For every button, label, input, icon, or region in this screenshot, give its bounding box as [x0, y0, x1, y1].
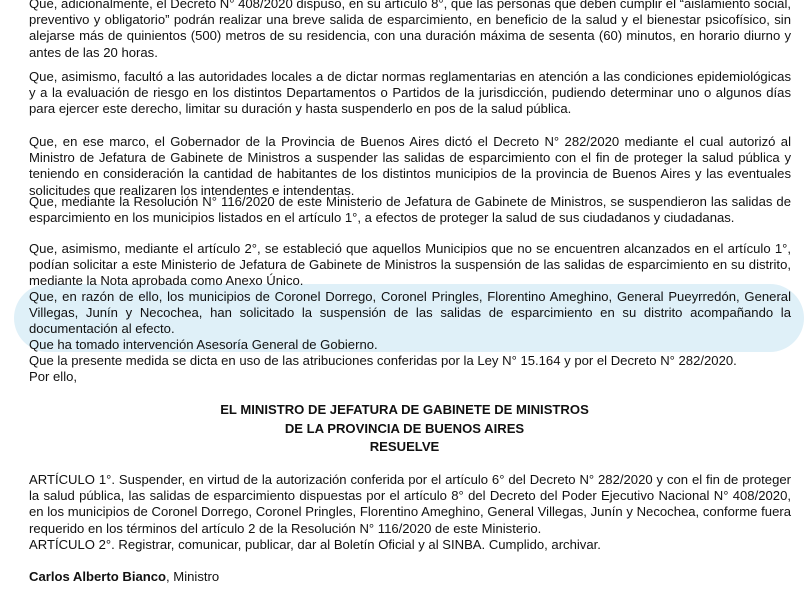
considerando-paragraph: Que, mediante la Resolución N° 116/2020 de este Ministerio de Jefatura de Gabinete de Ministros, se suspendieron las salidas de esparcimiento en los municipios listados en el artículo 1°, a efectos de proteger la salud de sus ciudadanos y ciudadanas.	[29, 194, 791, 226]
considerando-paragraph: Que, en ese marco, el Gobernador de la Provincia de Buenos Aires dictó el Decreto N° 282/2020 mediante el cual autorizó al Ministro de Jefatura de Gabinete de Ministros a suspender las salidas de esparcimiento con el fin de proteger la salud pública y teniendo en consideración la cantidad de habitantes de los distintos municipios de la provincia de Buenos Aires y las eventuales solicitudes que realizaren los intendentes e intendentas.	[29, 134, 791, 198]
signature	[29, 569, 219, 584]
considerando-paragraph: Que ha tomado intervención Asesoría General de Gobierno.	[29, 337, 378, 352]
articulo-paragraph: ARTÍCULO 2°. Registrar, comunicar, publicar, dar al Boletín Oficial y al SINBA. Cumplido, archivar.	[29, 537, 601, 552]
resolution-heading-line1: EL MINISTRO DE JEFATURA DE GABINETE DE MINISTROS	[220, 402, 589, 417]
considerando-paragraph: Que, asimismo, mediante el artículo 2°, se estableció que aquellos Municipios que no se encuentren alcanzados en el artículo 1°, podían solicitar a este Ministerio de Jefatura de Gabinete de Ministros la suspensión de las salidas de esparcimiento en su distrito, mediante la Nota aprobada como Anexo Único.	[29, 241, 791, 289]
resolution-heading-resuelve: RESUELVE	[369, 439, 440, 454]
signature-name: Carlos Alberto Bianco	[29, 569, 167, 584]
considerando-paragraph-highlighted: Que, en razón de ello, los municipios de Coronel Dorrego, Coronel Pringles, Florentino Ameghino, General Pueyrredón, General Villegas, Junín y Necochea, han solicitado la suspensión de las salidas de esparcimiento en su distrito acompañando la documentación al efecto.	[29, 289, 791, 337]
por-ello-text: Por ello,	[29, 369, 78, 384]
signature-title: , Ministro	[166, 569, 220, 584]
considerando-paragraph: Que, asimismo, facultó a las autoridades locales a de dictar normas reglamentarias en atención a las condiciones epidemiológicas y a la evaluación de riesgo en los distintos Departamentos o Partidos de la jurisdicción, pudiendo determinar uno o algunos días para ejercer este derecho, limitar su duración y hasta suspenderlo en pos de la salud pública.	[29, 69, 791, 117]
resolution-heading-line2: DE LA PROVINCIA DE BUENOS AIRES	[284, 421, 525, 436]
articulo-paragraph: ARTÍCULO 1°. Suspender, en virtud de la autorización conferida por el artículo 6° del Decreto N° 282/2020 y con el fin de proteger la salud pública, las salidas de esparcimiento dispuestas por el artículo 8° del Decreto del Poder Ejecutivo Nacional N° 408/2020, en los municipios de Coronel Dorrego, Coronel Pringles, Florentino Ameghino, General Villegas, Junín y Necochea, conforme fuera requerido en los términos del artículo 2 de la Resolución N° 116/2020 de este Ministerio.	[29, 472, 791, 536]
considerando-paragraph: Que, adicionalmente, el Decreto N° 408/2020 dispuso, en su artículo 8°, que las personas que deben cumplir el “aislamiento social, preventivo y obligatorio” podrán realizar una breve salida de esparcimiento, en beneficio de la salud y el bienestar psicofísico, sin alejarse más de quinientos (500) metros de su residencia, con una duración máxima de sesenta (60) minutos, en horario diurno y antes de las 20 horas.	[29, 0, 791, 60]
considerando-paragraph: Que la presente medida se dicta en uso de las atribuciones conferidas por la Ley N° 15.164 y por el Decreto N° 282/2020.	[29, 353, 737, 368]
